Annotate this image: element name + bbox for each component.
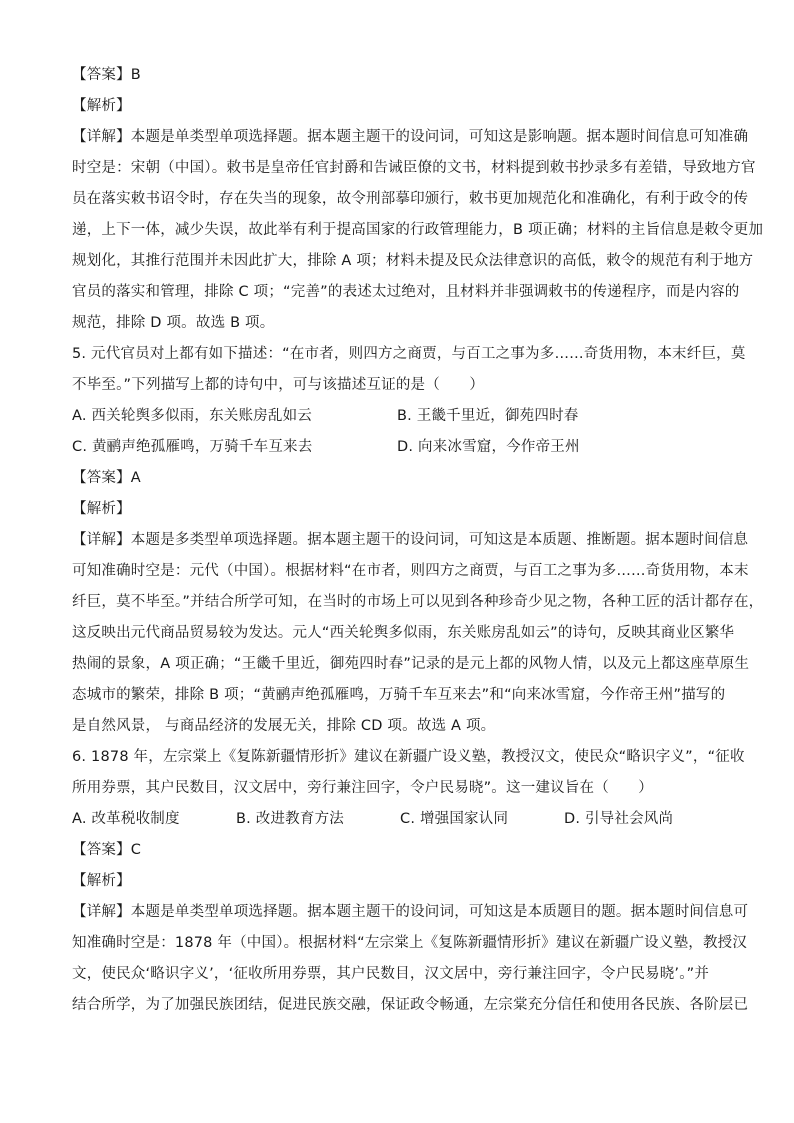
options-row (72, 804, 728, 835)
option-a: A. 改革税收制度 (72, 811, 180, 827)
analysis-heading: 【解析】 (72, 501, 131, 517)
option-c: C. 黄鹂声绝孤雁鸣，万骑千车互来去 (72, 439, 313, 455)
stem-line: 不毕至。”下列描写上都的诗句中，可与该描述互证的是（ ） (72, 377, 485, 393)
detail-paragraph (72, 897, 749, 1021)
stem-line: 所用券票，其户民数目，汉文居中，旁行兼注回字，令户民易晓”。这一建议旨在（ ） (72, 780, 654, 796)
detail-line: 时空是：宋朝（中国）。敕书是皇帝任官封爵和告诫臣僚的文书，材料提到敕书抄录多有差错，导致地方官 (72, 160, 756, 176)
answer-line: 【答案】B (72, 67, 141, 83)
detail-line: 知准确时空是：1878 年（中国）。根据材料“左宗棠上《复陈新疆情形折》建议在新疆广设义塾，教授汉 (72, 935, 748, 951)
detail-paragraph (72, 525, 764, 742)
detail-line: 文，使民众‘略识字义’，‘征收所用券票，其户民数目，汉文居中，旁行兼注回字，令户民易晓’。”并 (72, 966, 710, 982)
option-a: A. 西关轮舆多似雨，东关账房乱如云 (72, 408, 312, 424)
detail-line: 是自然风景， 与商品经济的发展无关，排除 CD 项。故选 A 项。 (72, 718, 496, 734)
answer-line: 【答案】A (72, 470, 141, 486)
analysis-heading: 【解析】 (72, 873, 131, 889)
options-row (72, 401, 728, 432)
detail-line: 结合所学，为了加强民族团结，促进民族交融，保证政令畅通，左宗棠充分信任和使用各民族、各阶层已 (72, 997, 749, 1013)
stem-line: 5. 元代官员对上都有如下描述：“在市者，则四方之商贾，与百工之事为多……奇货用物，本末纤巨，莫 (72, 346, 746, 362)
detail-line: 规划化，其推行范围并未因此扩大，排除 A 项；材料未提及民众法律意识的高低，敕令的规范有利于地方 (72, 253, 754, 269)
detail-line: 热闹的景象，A 项正确；“王畿千里近，御苑四时春”记录的是元上都的风物人情，以及元上都这座草原生 (72, 656, 750, 672)
detail-line: 规范，排除 D 项。故选 B 项。 (72, 315, 275, 331)
detail-line: 递，上下一体，减少失误，故此举有利于提高国家的行政管理能力，B 项正确；材料的主旨信息是敕令更加 (72, 222, 764, 238)
option-d: D. 向来冰雪窟，今作帝王州 (397, 439, 580, 455)
detail-line: 【详解】本题是单类型单项选择题。据本题主题干的设问词，可知这是本质题目的题。据本题时间信息可 (72, 904, 749, 920)
detail-line: 官员的落实和管理，排除 C 项；“完善”的表述太过绝对，且材料并非强调敕书的传递程序，而是内容的 (72, 284, 740, 300)
option-b: B. 改进教育方法 (236, 811, 344, 827)
option-b: B. 王畿千里近，御苑四时春 (397, 408, 579, 424)
answer-line: 【答案】C (72, 842, 142, 858)
detail-line: 【详解】本题是多类型单项选择题。据本题主题干的设问词，可知这是本质题、推断题。据本题时间信息 (72, 532, 749, 548)
question-stem (72, 742, 745, 804)
detail-line: 态城市的繁荣，排除 B 项；“黄鹂声绝孤雁鸣，万骑千车互来去”和“向来冰雪窟，今作帝王州”描写的 (72, 687, 726, 703)
detail-paragraph (72, 122, 764, 339)
options-row (72, 432, 728, 463)
detail-line: 纤巨，莫不毕至。”并结合所学可知，在当时的市场上可以见到各种珍奇少见之物，各种工匠的活计都存在， (72, 594, 764, 610)
question-stem (72, 339, 746, 401)
detail-line: 【详解】本题是单类型单项选择题。据本题主题干的设问词，可知这是影响题。据本题时间信息可知准确 (72, 129, 749, 145)
detail-line: 这反映出元代商品贸易较为发达。元人“西关轮舆多似雨，东关账房乱如云”的诗句，反映其商业区繁华 (72, 625, 735, 641)
option-c: C. 增强国家认同 (400, 811, 509, 827)
stem-line: 6. 1878 年，左宗棠上《复陈新疆情形折》建议在新疆广设义塾，教授汉文，使民众“略识字义”，“征收 (72, 749, 745, 765)
detail-line: 可知准确时空是：元代（中国）。根据材料“在市者，则四方之商贾，与百工之事为多……奇货用物，本末 (72, 563, 749, 579)
document-page (72, 60, 764, 1021)
detail-line: 员在落实敕书诏令时，存在失当的现象，故令刑部摹印颁行，敕书更加规范化和准确化，有利于政令的传 (72, 191, 749, 207)
analysis-heading: 【解析】 (72, 98, 131, 114)
option-d: D. 引导社会风尚 (564, 811, 674, 827)
